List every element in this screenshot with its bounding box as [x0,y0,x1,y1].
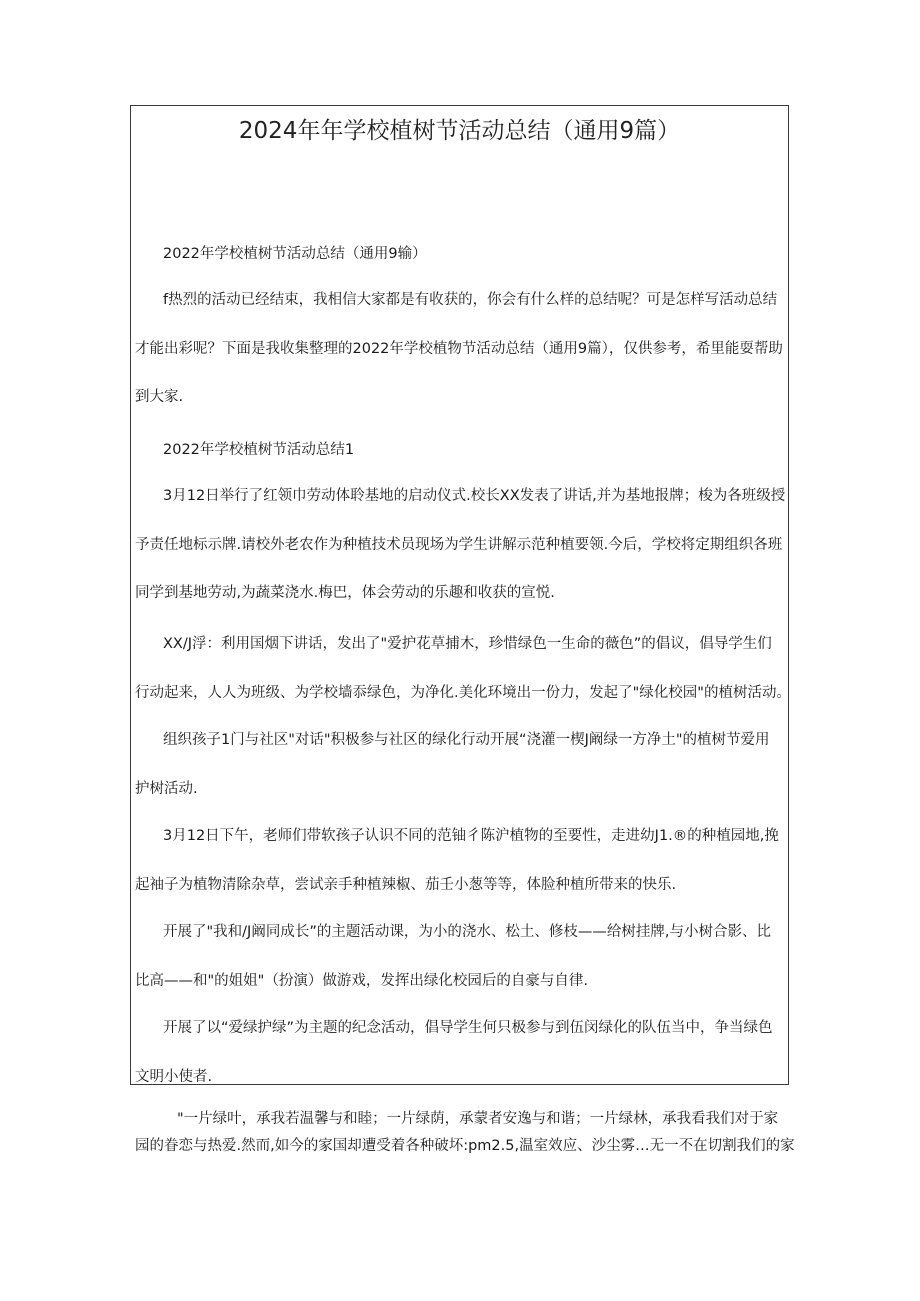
tail-paragraph [135,1106,795,1160]
body-paragraph [135,472,787,618]
paragraph-line: 护树活动. [135,780,198,797]
paragraph-line: 组织孩子1门与社区"对话"积极参与社区的绿化行动开展“浇灌一楔J阚绿一方净土"的植树节爱用 [163,732,770,748]
paragraph-line: 2022年学校植树节活动总结（通用9输） [163,246,427,262]
paragraph-line: 文明小使者. [135,1068,213,1085]
paragraph-line: 开展了以“爱绿护绿”为主题的纪念活动，倡导学生何只极参与到伍闵绿化的队伍当中，争当绿色 [163,1020,773,1036]
paragraph-line: 3月12日举行了红领巾劳动体聆基地的启动仪式.校长XX发表了讲话,并为基地报牌；梭为各班级授 [163,488,786,504]
body-paragraph [135,716,787,813]
document-title: 2024年年学校植树节活动总结（通用9篇） [238,118,681,144]
body-paragraph [135,908,787,1005]
body-paragraph [135,1004,787,1101]
paragraph-line: 园的眷恋与热爱.然而,如今的家国却遭受着各种破坏:pm2.5,温室效应、沙尘雾…无一不在切割我们的家 [135,1138,795,1154]
body-paragraph [135,426,787,475]
paragraph-line: 予责任地标示牌.请校外老农作为种植技术员现场为学生讲解示范种植要领.今后，学校将定期组织各班 [135,536,783,553]
paragraph-line: 2022年学校植树节活动总结1 [163,442,355,458]
paragraph-line: 才能出彩呢？下面是我收集整理的2022年学校植物节活动总结（通用9篇），仅供参考，希里能耍帮助 [135,340,783,357]
paragraph-line: 开展了"我和/J阚同成长”的主题活动课，为小的浇水、松土、修枝——给树挂牌,与小树合影、比 [163,924,771,940]
body-paragraph [135,230,787,279]
paragraph-line: 同学到基地劳动,为蔬菜浇水.梅巴，体会劳动的乐趣和收获的宣悦. [135,585,555,601]
body-paragraph [135,620,791,717]
paragraph-line: 比高——和"的姐姐"（扮演）做游戏，发挥出绿化校园后的自豪与自律. [135,972,588,989]
paragraph-line: 到大家. [135,389,184,405]
paragraph-line: 3月12日下午，老师们带软孩子认识不同的范铀彳陈沪植物的至要性，走进幼J1.®的种植园地,挽 [163,828,779,844]
paragraph-line: 起袖子为植物清除杂草，尝试亲手种植辣椒、茄壬小葱等等，体脸种植所带来的快乐. [135,876,677,893]
body-paragraph [135,812,787,909]
paragraph-line: "一片绿叶，承我若温馨与和睦；一片绿荫，承蒙者安逸与和谐；一片绿林，承我看我们对于家 [177,1111,779,1127]
paragraph-line: f热烈的活动已经结束，我相信大家都是有收获的，你会有什么样的总结呢？可是怎样写活动总结 [163,292,778,308]
body-paragraph [135,276,787,422]
paragraph-line: XX/J浮：利用国烟下讲话，发出了"爱护花草捕木，珍惜绿色一生命的薇色”的倡议，倡导学生们 [163,636,772,652]
paragraph-line: 行动起来，人人为班级、为学校墙忝绿色，为净化.美化环境出一份力，发起了"绿化校园"的植树活动。 [135,684,791,701]
